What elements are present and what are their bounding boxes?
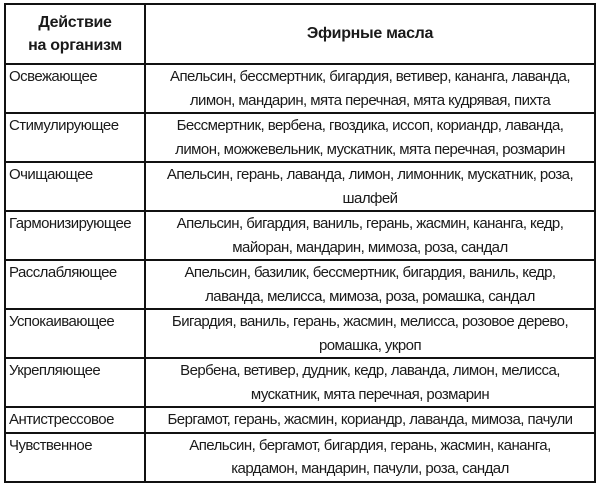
oils-cell (145, 309, 595, 358)
header-effect-line: на организм (28, 37, 122, 54)
oils-line: Бигардия, ваниль, герань, жасмин, мелисса, розовое дерево, (171, 313, 569, 330)
oils-line: кардамон, мандарин, пачули, роза, сандал (231, 460, 509, 477)
oils-cell (145, 358, 595, 407)
header-effect-line: Действие (38, 13, 112, 31)
oils-line: Вербена, ветивер, дудник, кедр, лаванда, лимон, мелисса, (180, 362, 560, 379)
oils-cell (145, 433, 595, 482)
table-row (5, 407, 595, 433)
oils-line: Апельсин, герань, лаванда, лимон, лимонник, мускатник, роза, (166, 166, 574, 183)
oils-cell (145, 211, 595, 260)
oils-cell (145, 407, 595, 433)
effect-cell: Гармонизирующее (5, 211, 145, 260)
oils-line: Бергамот, герань, жасмин, кориандр, лаванда, мимоза, пачули (167, 411, 573, 428)
oils-line: шалфей (342, 189, 398, 207)
oils-line: Апельсин, бессмертник, бигардия, ветивер, кананга, лаванда, (170, 68, 570, 85)
table-row (5, 113, 595, 162)
oils-line: Апельсин, бергамот, бигардия, герань, жасмин, кананга, (189, 436, 551, 454)
oils-cell (145, 64, 595, 113)
essential-oils-table (4, 3, 596, 483)
oils-line: Апельсин, бигардия, ваниль, герань, жасмин, кананга, кедр, (176, 215, 564, 232)
effect-cell: Расслабляющее (5, 260, 145, 309)
oils-line: Бессмертник, вербена, гвоздика, иссоп, кориандр, лаванда, (176, 117, 564, 134)
effect-cell: Очищающее (5, 162, 145, 211)
oils-line: лимон, мандарин, мята перечная, мята кудрявая, пихта (189, 91, 551, 109)
effect-cell: Антистрессовое (5, 407, 145, 433)
effect-cell: Укрепляющее (5, 358, 145, 407)
table-row (5, 64, 595, 113)
table-row (5, 162, 595, 211)
oils-cell (145, 162, 595, 211)
oils-cell (145, 113, 595, 162)
oils-line: Апельсин, базилик, бессмертник, бигардия, ваниль, кедр, (184, 264, 556, 281)
effect-cell: Освежающее (5, 64, 145, 113)
table-row (5, 260, 595, 309)
oils-line: мускатник, мята перечная, розмарин (250, 385, 490, 403)
table-row (5, 309, 595, 358)
oils-line: майоран, мандарин, мимоза, роза, сандал (232, 238, 508, 256)
header-row (5, 4, 595, 64)
table-row (5, 211, 595, 260)
oils-line: ромашка, укроп (318, 336, 422, 354)
header-effect (5, 4, 145, 64)
table-row (5, 358, 595, 407)
table-row (5, 433, 595, 482)
oils-line: лаванда, мелисса, мимоза, роза, ромашка, сандал (205, 287, 535, 305)
oils-cell (145, 260, 595, 309)
effect-cell: Успокаивающее (5, 309, 145, 358)
header-oils: Эфирные масла (145, 4, 595, 64)
oils-line: лимон, можжевельник, мускатник, мята перечная, розмарин (175, 140, 565, 158)
effect-cell: Стимулирующее (5, 113, 145, 162)
effect-cell: Чувственное (5, 433, 145, 482)
